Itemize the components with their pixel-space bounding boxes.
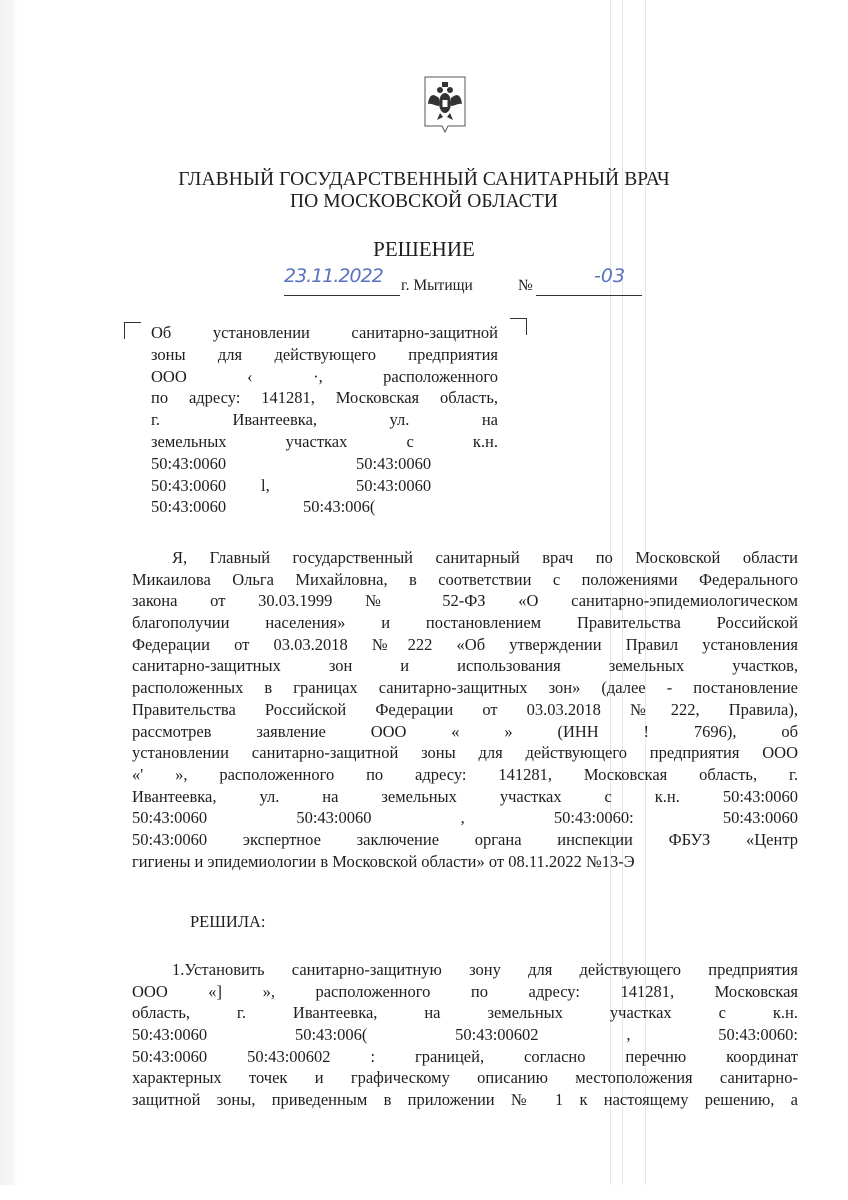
subject-bracket-right <box>510 318 527 335</box>
item-line: 50:43:0060 50:43:006( 50:43:00602 , 50:43:0060: <box>132 1025 798 1045</box>
number-underline <box>536 295 642 296</box>
preamble-line: санитарно-защитных зон и использования земельных участков, <box>132 656 798 676</box>
item-line: 1.Установить санитарно-защитную зону для действующего предприятия <box>172 960 798 979</box>
preamble-line: 50:43:0060 50:43:0060 , 50:43:0060: 50:43:0060 <box>132 808 798 828</box>
preamble-line: гигиены и эпидемиологии в Московской области» от 08.11.2022 №13-Э <box>132 851 635 871</box>
authority-title-line1: ГЛАВНЫЙ ГОСУДАРСТВЕННЫЙ САНИТАРНЫЙ ВРАЧ <box>178 169 670 190</box>
cadastral-line <box>151 453 498 475</box>
subject-line: земельных участках с к.н. <box>151 431 498 451</box>
preamble-line: Микаилова Ольга Михайловна, в соответствии с положениями Федерального <box>132 569 798 589</box>
subject-line: Об установлении санитарно-защитной <box>151 323 498 342</box>
preamble-line: Федерации от 03.03.2018 №222 «Об утверждении Правил установления <box>132 634 798 654</box>
subject-line: зоны для действующего предприятия <box>151 344 498 364</box>
preamble-line: рассмотрев заявление ООО « » (ИНН ! 7696), об <box>132 721 798 741</box>
date-underline <box>284 295 400 296</box>
document-type: РЕШЕНИЕ <box>373 237 475 261</box>
cadastral-fragment: l, <box>261 475 270 495</box>
subject-line: ООО ‹ ·, расположенного <box>151 366 498 386</box>
subject-line: по адресу: 141281, Московская область, <box>151 388 498 408</box>
cadastral-line <box>151 475 498 497</box>
preamble-line: закона от 30.03.1999 № 52-ФЗ «О санитарно-эпидемиологическом <box>132 591 798 611</box>
cadastral-number: 50:43:0060 <box>151 475 227 495</box>
cadastral-number: 50:43:0060 <box>356 475 432 495</box>
item-line: ООО «] », расположенного по адресу: 141281, Московская <box>132 981 798 1001</box>
preamble-paragraph <box>132 547 798 872</box>
subject-bracket-left <box>124 322 141 339</box>
coat-of-arms-icon <box>424 76 466 136</box>
authority-title-line2: ПО МОСКОВСКОЙ ОБЛАСТИ <box>289 191 559 212</box>
cadastral-number: 50:43:006( <box>303 497 376 517</box>
preamble-line: благополучии населения» и постановлением Правительства Российской <box>132 613 798 633</box>
item-line: характерных точек и графическому описанию местоположения санитарно- <box>132 1068 798 1088</box>
item-line: защитной зоны, приведенным в приложении № 1 к настоящему решению, а <box>132 1090 798 1110</box>
handwritten-date: 23.11.2022 <box>284 265 383 287</box>
cadastral-number: 50:43:0060 <box>356 453 432 473</box>
handwritten-number: -03 <box>594 265 626 287</box>
preamble-line: расположенных в границах санитарно-защитных зон» (далее - постановление <box>132 678 798 698</box>
subject-block <box>151 322 498 518</box>
resolved-heading: РЕШИЛА: <box>190 912 266 931</box>
preamble-line: установлении санитарно-защитной зоны для действующего предприятия ООО <box>132 743 798 763</box>
preamble-line: Правительства Российской Федерации от 03.03.2018 №222, Правила), <box>132 699 798 719</box>
city: г. Мытищи <box>401 277 473 294</box>
number-sign: № <box>518 277 533 294</box>
subject-line: г. Ивантеевка, ул. на <box>151 410 498 430</box>
preamble-line: «' », расположенного по адресу: 141281, Московская область, г. <box>132 764 798 784</box>
cadastral-line <box>151 496 498 518</box>
item-line: область, г. Ивантеевка, на земельных участках с к.н. <box>132 1003 798 1023</box>
item-1-paragraph <box>132 959 798 1111</box>
item-line: 50:43:0060 50:43:00602 : границей, согласно перечню координат <box>132 1046 798 1066</box>
preamble-line: Ивантеевка, ул. на земельных участках с к.н. 50:43:0060 <box>132 786 798 806</box>
cadastral-number: 50:43:0060 <box>151 497 227 517</box>
preamble-line: 50:43:0060 экспертное заключение органа инспекции ФБУЗ «Центр <box>132 829 798 849</box>
cadastral-number: 50:43:0060 <box>151 453 227 473</box>
preamble-line: Я, Главный государственный санитарный врач по Московской области <box>172 548 798 567</box>
